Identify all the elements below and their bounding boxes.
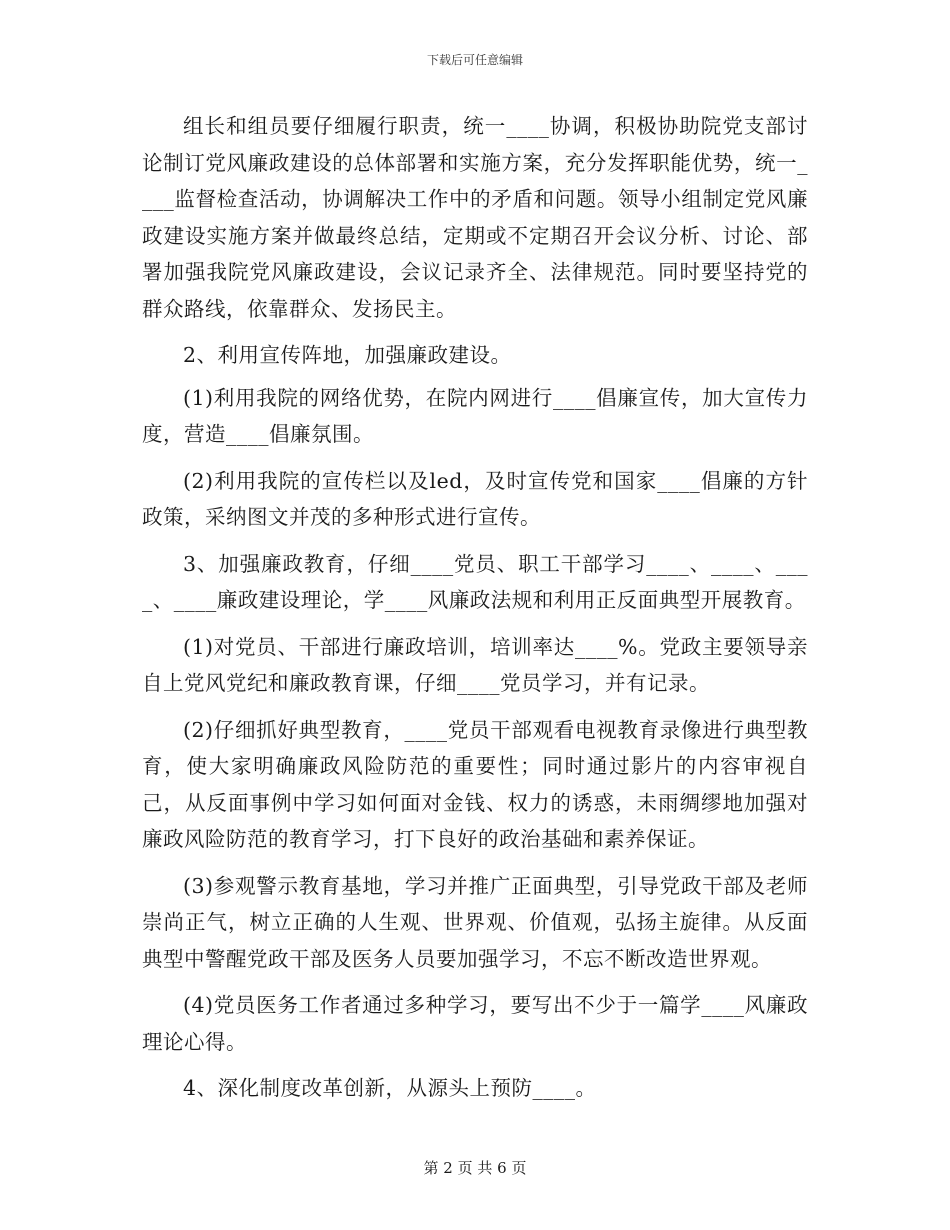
page-number-footer: 第 2 页 共 6 页	[423, 1159, 527, 1177]
paragraph-3-4-study-notes: (4)党员医务工作者通过多种学习，要写出不少于一篇学____风廉政理论心得。	[142, 993, 808, 1054]
paragraph-3-2-typical-education: (2)仔细抓好典型教育，____党员干部观看电视教育录像进行典型教育，使大家明确廉政风险防范的重要性；同时通过影片的内容审视自己，从反面事例中学习如何面对金钱、权力的诱惑，未雨绸缪地加强对廉政风险防范的教育学习，打下良好的政治基础和素养保证。	[142, 717, 808, 851]
paragraph-3-3-warning-base: (3)参观警示教育基地，学习并推广正面典型，引导党政干部及老师崇尚正气，树立正确的人生观、世界观、价值观，弘扬主旋律。从反面典型中警醒党政干部及医务人员要加强学习，不忘不断改造世界观。	[142, 873, 808, 971]
paragraph-section-4-heading: 4、深化制度改革创新，从源头上预防____。	[183, 1076, 597, 1100]
paragraph-2-2-bulletin: (2)利用我院的宣传栏以及led，及时宣传党和国家____倡廉的方针政策，采纳图文并茂的多种形式进行宣传。	[142, 468, 808, 529]
paragraph-leadership-duties: 组长和组员要仔细履行职责，统一____协调，积极协助院党支部讨论制订党风廉政建设的总体部署和实施方案，充分发挥职能优势，统一____监督检查活动，协调解决工作中的矛盾和问题。领导小组制定党风廉政建设实施方案并做最终总结，定期或不定期召开会议分析、讨论、部署加强我院党风廉政建设，会议记录齐全、法律规范。同时要坚持党的群众路线，依靠群众、发扬民主。	[142, 114, 808, 321]
page-header-note: 下载后可任意编辑	[426, 53, 523, 67]
paragraph-3-1-training: (1)对党员、干部进行廉政培训，培训率达____%。党政主要领导亲自上党风党纪和廉政教育课，仔细____党员学习，并有记录。	[142, 634, 808, 695]
document-body	[142, 108, 808, 1117]
paragraph-section-2-heading: 2、利用宣传阵地，加强廉政建设。	[183, 343, 512, 367]
paragraph-2-1-network: (1)利用我院的网络优势，在院内网进行____倡廉宣传，加大宣传力度，营造____倡廉氛围。	[142, 385, 808, 446]
paragraph-section-3-heading: 3、加强廉政教育，仔细____党员、职工干部学习____、____、____、____廉政建设理论，学____风廉政法规和利用正反面典型开展教育。	[142, 551, 808, 612]
